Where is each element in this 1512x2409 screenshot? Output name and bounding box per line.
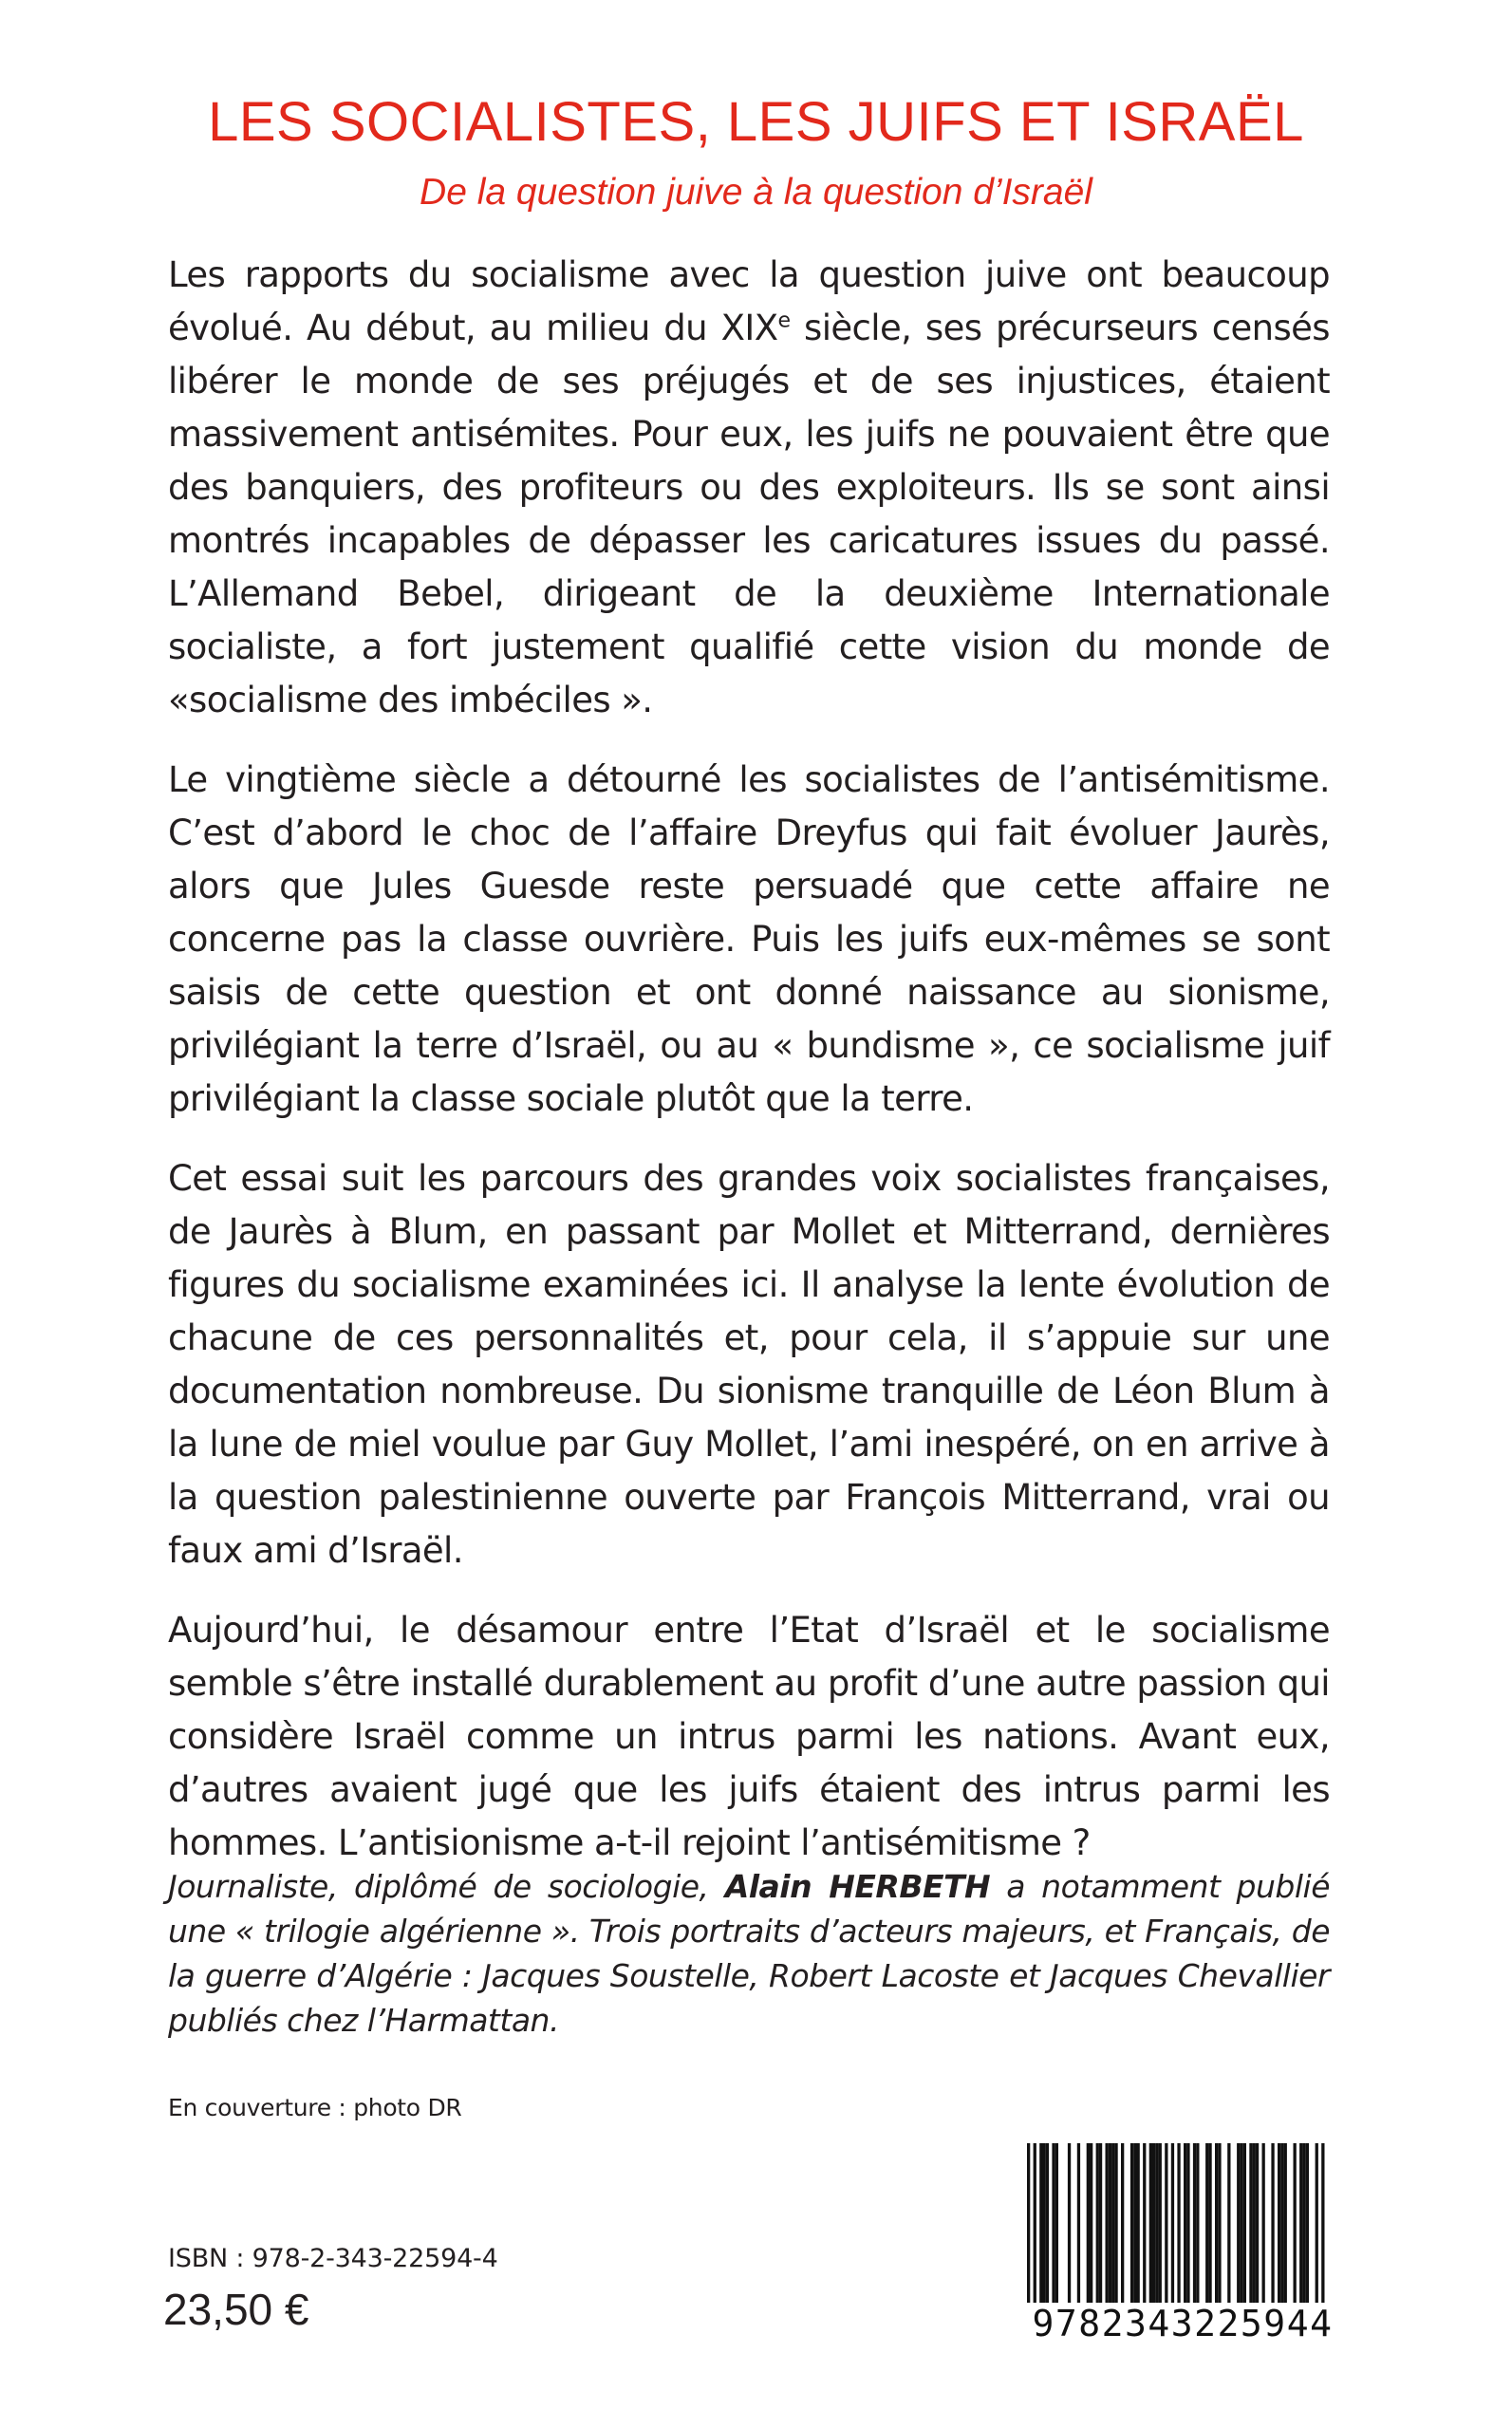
book-price: 23,50 € xyxy=(163,2285,309,2334)
barcode-bar xyxy=(1055,2143,1058,2305)
barcode-bar xyxy=(1090,2143,1092,2305)
summary-paragraph-2: Le vingtième siècle a détourné les socialistes de l’antisémitisme. C’est d’abord le choc de l’affaire Dreyfus qui fait évoluer Jaurès, alors que Jules Guesde reste persuadé que cette affaire ne concerne pas la classe ouvrière. Puis les juifs eux-mêmes se sont saisis de cette question et ont donné naissance au sionisme, privilégiant la terre d’Israël, ou au « bundisme », ce socialisme juif privilégiant la classe sociale plutôt que la terre. xyxy=(168,759,1330,1119)
barcode-bar xyxy=(1196,2143,1199,2305)
barcode-bar xyxy=(1237,2143,1240,2305)
barcode-bar xyxy=(1193,2143,1196,2305)
barcode-bar xyxy=(1186,2143,1189,2305)
barcode-bar xyxy=(1046,2143,1049,2305)
summary-paragraph-1-end: siècle, ses précurseurs censés libérer le monde de ses préjugés et de ses injustices, étaient massivement antisémites. Pour eux, les juifs ne pouvaient être que des banquiers, des profiteurs ou des exploiteurs. Ils se sont ainsi montrés incapables de dépasser les caricatures issues du passé. L’Allemand Bebel, dirigeant de la deuxième Internationale socialiste, a fort justement qualifié cette vision du monde de «socialisme des imbéciles ». xyxy=(168,308,1330,720)
summary-paragraph-4: Aujourd’hui, le désamour entre l’Etat d’Israël et le socialisme semble s’être installé durablement au profit d’une autre passion qui considère Israël comme un intrus parmi les nations. Avant eux, d’autres avaient jugé que les juifs étaient des intrus parmi les hommes. L’antisionisme a-t-il rejoint l’antisémitisme ? xyxy=(168,1610,1330,1863)
barcode-bar xyxy=(1077,2143,1080,2305)
barcode-bar xyxy=(1099,2143,1102,2305)
barcode-bar xyxy=(1143,2143,1146,2305)
barcode-bar xyxy=(1205,2143,1208,2305)
book-title: LES SOCIALISTES, LES JUIFS ET ISRAËL xyxy=(208,91,1304,153)
barcode-bar xyxy=(1215,2143,1218,2305)
barcode-bar xyxy=(1027,2143,1030,2322)
barcode-bar xyxy=(1294,2143,1297,2305)
barcode-bar xyxy=(1137,2143,1140,2305)
barcode-bar xyxy=(1043,2143,1046,2305)
author-bio-end: a notamment publié une « trilogie algérienne ». Trois portraits d’acteurs majeurs, et Français, de la guerre d’Algérie : Jacques Soustelle, Robert Lacoste et Jacques Chevallier publiés chez l’Harmattan. xyxy=(168,1868,1330,2039)
barcode-bar xyxy=(1284,2143,1287,2305)
barcode-bar xyxy=(1130,2143,1133,2305)
barcode-bar xyxy=(1208,2143,1211,2305)
barcode-bar xyxy=(1280,2143,1283,2305)
barcode-bar xyxy=(1249,2143,1252,2305)
barcode-bar xyxy=(1052,2143,1055,2305)
barcode-bar xyxy=(1149,2143,1152,2305)
author-bio xyxy=(168,1864,1330,2043)
barcode-bar xyxy=(1316,2143,1318,2322)
barcode-bar xyxy=(1306,2143,1309,2305)
barcode-bar xyxy=(1271,2143,1274,2305)
barcode-bar xyxy=(1302,2143,1305,2305)
barcode-bar xyxy=(1253,2143,1256,2305)
barcode-bar xyxy=(1106,2143,1109,2305)
barcode-bar xyxy=(1114,2143,1117,2305)
summary-paragraph-1-start: Les rapports du socialisme avec la question juive ont beaucoup évolué. Au début, au milieu du XIX xyxy=(168,254,1330,348)
barcode-bar xyxy=(1111,2143,1114,2305)
barcode-bar xyxy=(1109,2143,1111,2305)
barcode-bar xyxy=(1034,2143,1036,2322)
barcode-bar xyxy=(1068,2143,1071,2305)
barcode-bar xyxy=(1165,2143,1167,2305)
barcode-bar xyxy=(1240,2143,1242,2305)
summary-paragraph-3: Cet essai suit les parcours des grandes voix socialistes françaises, de Jaurès à Blum, en passant par Mollet et Mitterrand, dernières figures du socialisme examinées ici. Il analyse la lente évolution de chacune de ces personnalités et, pour cela, il s’appuie sur une documentation nombreuse. Du sionisme tranquille de Léon Blum à la lune de miel voulue par Guy Mollet, l’ami inespéré, on en arrive à la question palestinienne ouverte par François Mitterrand, vrai ou faux ami d’Israël. xyxy=(168,1158,1330,1571)
barcode-bar xyxy=(1218,2143,1221,2305)
barcode-bar xyxy=(1155,2143,1158,2305)
barcode-bar xyxy=(1121,2143,1124,2305)
isbn-number: ISBN : 978-2-343-22594-4 xyxy=(168,2244,498,2273)
century-superscript: e xyxy=(777,308,791,333)
barcode-bar xyxy=(1152,2143,1155,2305)
cover-photo-credit: En couverture : photo DR xyxy=(168,2094,462,2121)
book-subtitle: De la question juive à la question d’Israël xyxy=(420,172,1092,213)
author-bio-start: Journaliste, diplômé de sociologie, xyxy=(168,1868,725,1905)
back-cover-summary xyxy=(168,249,1330,1870)
barcode-bar xyxy=(1321,2143,1324,2322)
barcode-bar xyxy=(1087,2143,1090,2305)
barcode-bar xyxy=(1159,2143,1162,2305)
barcode-bar xyxy=(1171,2143,1174,2322)
barcode-bar xyxy=(1177,2143,1180,2322)
ean-barcode xyxy=(1019,2143,1346,2344)
barcode-bar xyxy=(1262,2143,1265,2305)
barcode-bar xyxy=(1243,2143,1246,2305)
author-name: Alain HERBETH xyxy=(724,1868,991,1905)
barcode-bar xyxy=(1184,2143,1186,2305)
barcode-bar xyxy=(1133,2143,1136,2305)
barcode-bar xyxy=(1096,2143,1099,2305)
barcode-bar xyxy=(1256,2143,1259,2305)
barcode-bar xyxy=(1278,2143,1280,2305)
barcode-digits: 9782343225944 xyxy=(1019,2303,1346,2344)
barcode-bar xyxy=(1227,2143,1230,2305)
summary-paragraph-1 xyxy=(168,249,1330,727)
barcode-bar xyxy=(1039,2143,1042,2305)
barcode-bar xyxy=(1299,2143,1302,2305)
